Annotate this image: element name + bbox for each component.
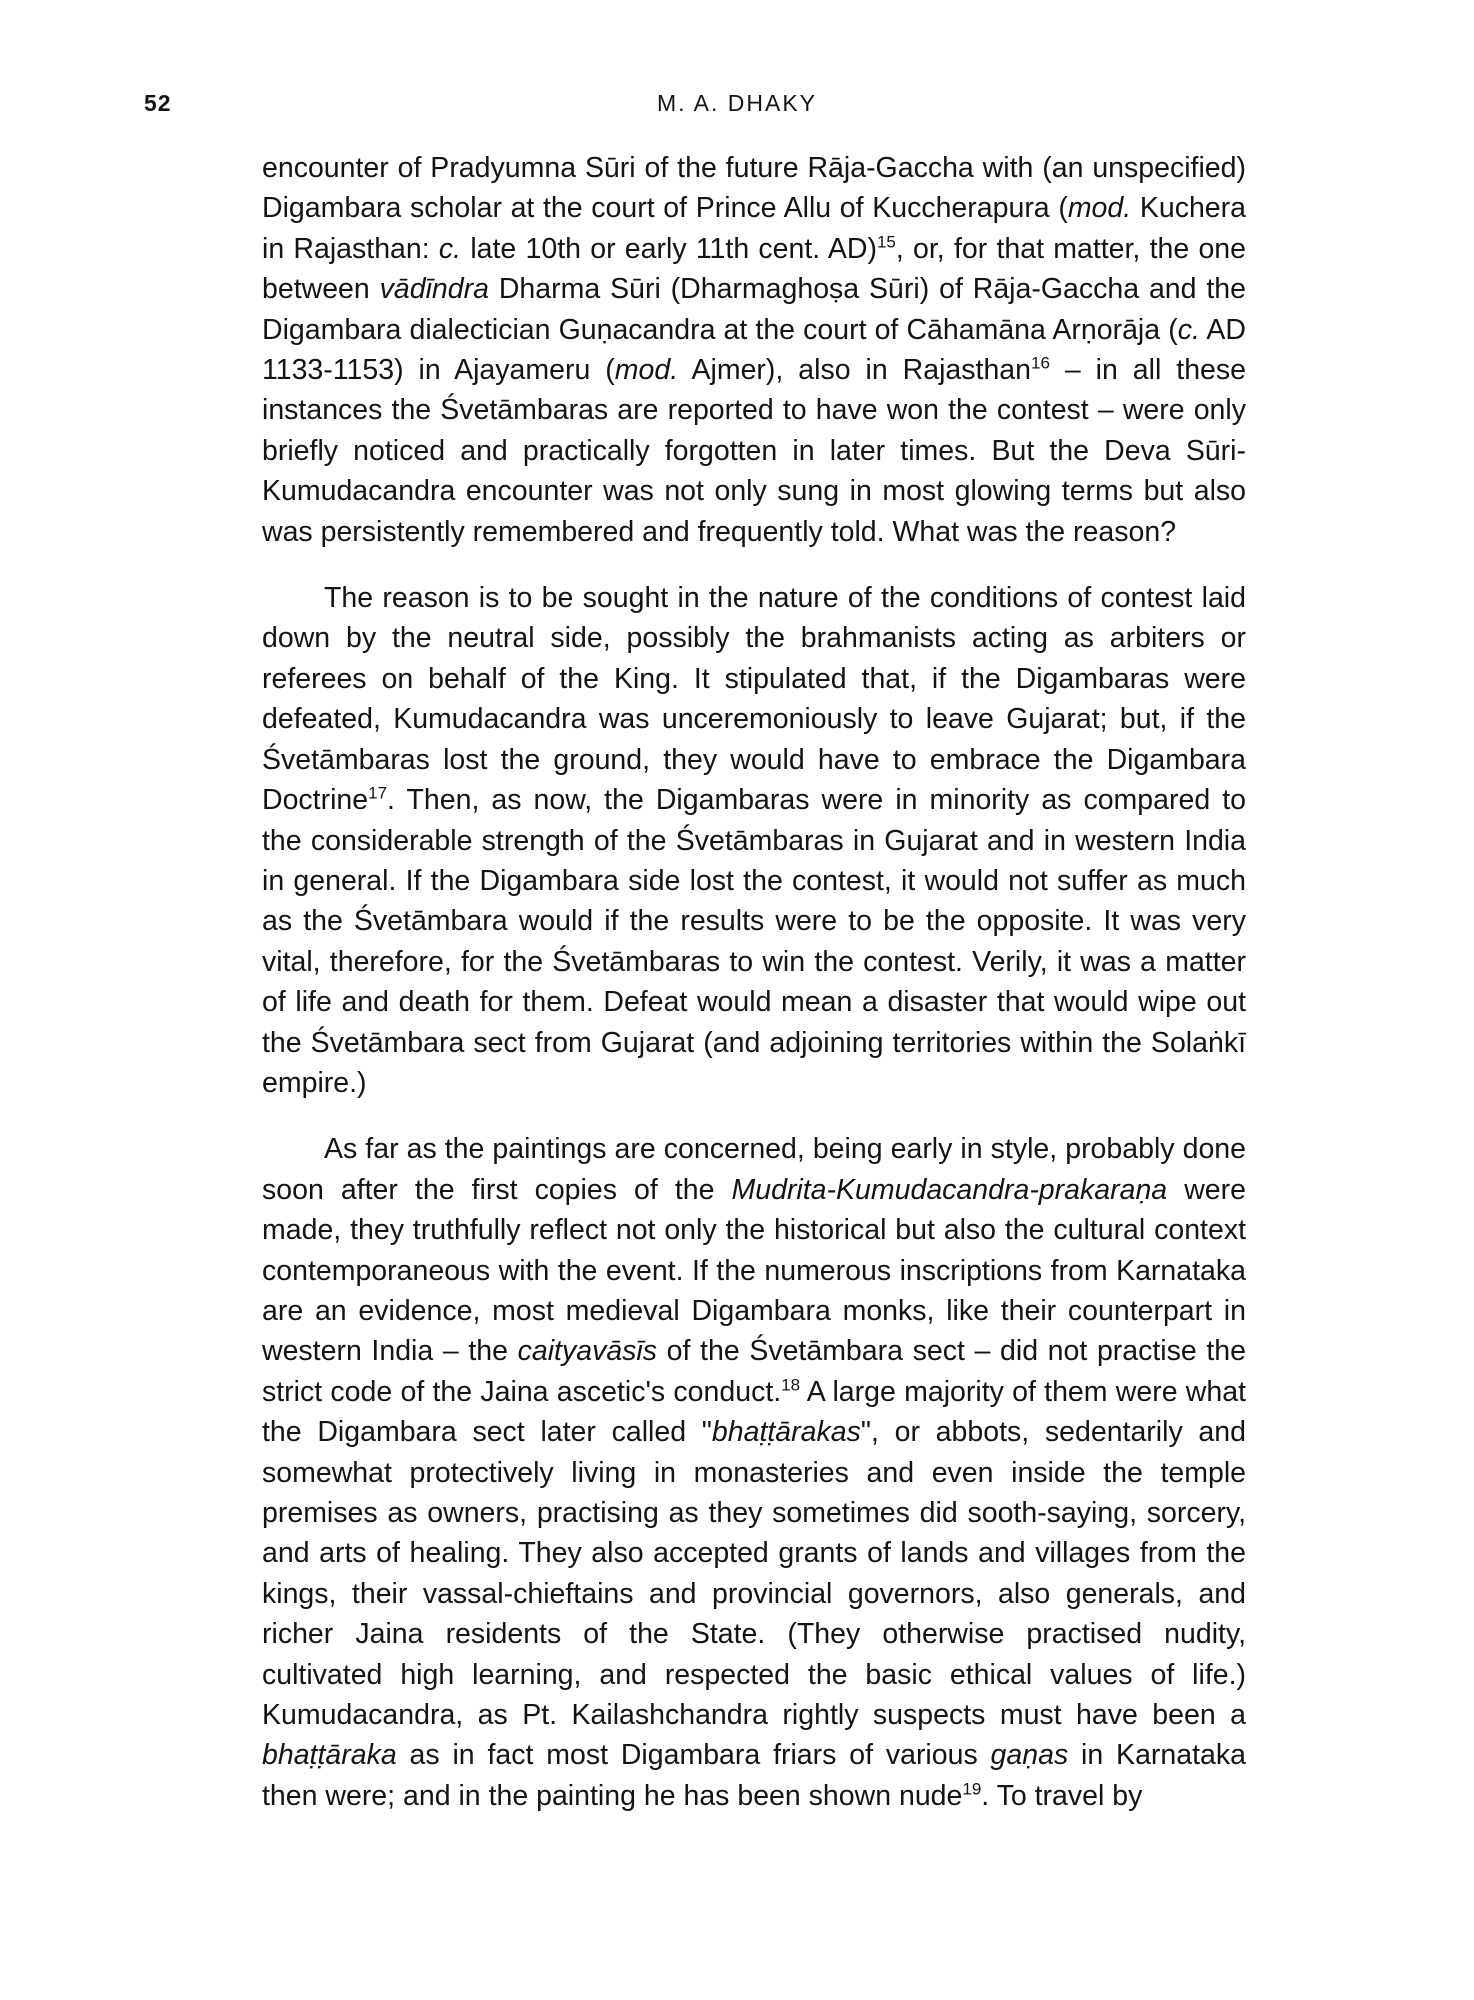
- italic-term: caityavāsīs: [517, 1335, 658, 1368]
- italic-term: bhaṭṭāraka: [262, 1739, 397, 1772]
- paragraph-2: [262, 578, 1246, 1103]
- footnote-ref: 16: [1031, 353, 1050, 373]
- text-run: ", or abbots, sedentarily and somewhat protectively living in monasteries and even inside the temple premises as owners, practising as they sometimes did sooth-saying, sorcery, and arts of healing. They also accepted grants of lands and villages from the kings, their vassal-chieftains and provincial governors, also generals, and richer Jaina residents of the State. (They otherwise practised nudity, cultivated high learning, and respected the basic ethical values of life.) Kumudacandra, as Pt. Kailashchandra rightly suspects must have been a: [262, 1416, 1246, 1732]
- text-run: Kuchera in Rajasthan:: [262, 192, 1246, 265]
- text-run: were made, they truthfully reflect not only the historical but also the cultural context contemporaneous with the event. If the numerous inscriptions from Karnataka are an evidence, most medieval Digambara monks, like their counterpart in western India – the: [262, 1173, 1246, 1368]
- italic-term: mod.: [1067, 192, 1132, 225]
- italic-term: vādīndra: [379, 273, 489, 306]
- text-run: . To travel by: [981, 1779, 1143, 1812]
- footnote-ref: 19: [962, 1779, 982, 1799]
- paragraph-1: [262, 148, 1246, 552]
- italic-term: Mudrita-Kumudacandra-prakaraṇa: [731, 1173, 1168, 1206]
- text-run: as in fact most Digambara friars of various: [396, 1739, 991, 1772]
- text-run: Dharma Sūri (Dharmaghoṣa Sūri) of Rāja-Gaccha and the Digambara dialectician Guṇacandra at the court of Cāhamāna Arṇorāja (: [262, 273, 1246, 346]
- paragraph-3: [262, 1129, 1246, 1816]
- text-run: of the Śvetāmbara sect – did not practise the strict code of the Jaina ascetic's conduct.: [262, 1335, 1246, 1408]
- page-number: 52: [144, 90, 172, 116]
- footnote-ref: 18: [781, 1375, 801, 1395]
- text-run: , or, for that matter, the one between: [262, 232, 1246, 306]
- text-run: Ajmer), also in Rajasthan: [678, 354, 1031, 387]
- text-run: . Then, as now, the Digambaras were in minority as compared to the considerable strength of the Śvetāmbaras in Gujarat and in western India in general. If the Digambara side lost the contest, it would not suffer as much as the Śvetāmbara would if the results were to be the opposite. It was very vital, therefore, for the Śvetāmbaras to win the contest. Verily, it was a matter of life and death for them. Defeat would mean a disaster that would wipe out the Śvetāmbara sect from Gujarat (and adjoining territories within the Solaṅkī empire.): [262, 784, 1246, 1099]
- body-text: [262, 148, 1246, 1816]
- italic-term: c.: [1177, 313, 1200, 346]
- text-run: late 10th or early 11th cent. AD): [461, 232, 877, 265]
- footnote-ref: 15: [876, 232, 896, 252]
- running-head: M. A. DHAKY: [656, 90, 818, 116]
- italic-term: mod.: [614, 354, 679, 387]
- footnote-ref: 17: [368, 783, 388, 803]
- italic-term: bhaṭṭārakas: [711, 1416, 861, 1449]
- italic-term: gaṇas: [990, 1739, 1069, 1772]
- text-run: A large majority of them were what the Digambara sect later called ": [262, 1375, 1247, 1449]
- text-run: The reason is to be sought in the nature of the conditions of contest laid down by the neutral side, possibly the brahmanists acting as arbiters or referees on behalf of the King. It stipulated that, if the Digambaras were defeated, Kumudacandra was unceremoniously to leave Gujarat; but, if the Śvetāmbaras lost the ground, they would have to embrace the Digambara Doctrine: [262, 582, 1246, 817]
- italic-term: c.: [438, 232, 462, 265]
- text-run: encounter of Pradyumna Sūri of the future Rāja-Gaccha with (an unspecified) Digambara scholar at the court of Prince Allu of Kuccherapura (: [262, 152, 1246, 225]
- text-run: – in all these instances the Śvetāmbaras are reported to have won the contest – were only briefly noticed and practically forgotten in later times. But the Deva Sūri-Kumudacandra encounter was not only sung in most glowing terms but also was persistently remembered and frequently told. What was the reason?: [262, 354, 1246, 548]
- text-run: AD 1133-1153) in Ajayameru (: [262, 313, 1247, 387]
- text-run: in Karnataka then were; and in the painting he has been shown nude: [262, 1739, 1246, 1812]
- text-run: As far as the paintings are concerned, being early in style, probably done soon after the first copies of the: [262, 1133, 1246, 1206]
